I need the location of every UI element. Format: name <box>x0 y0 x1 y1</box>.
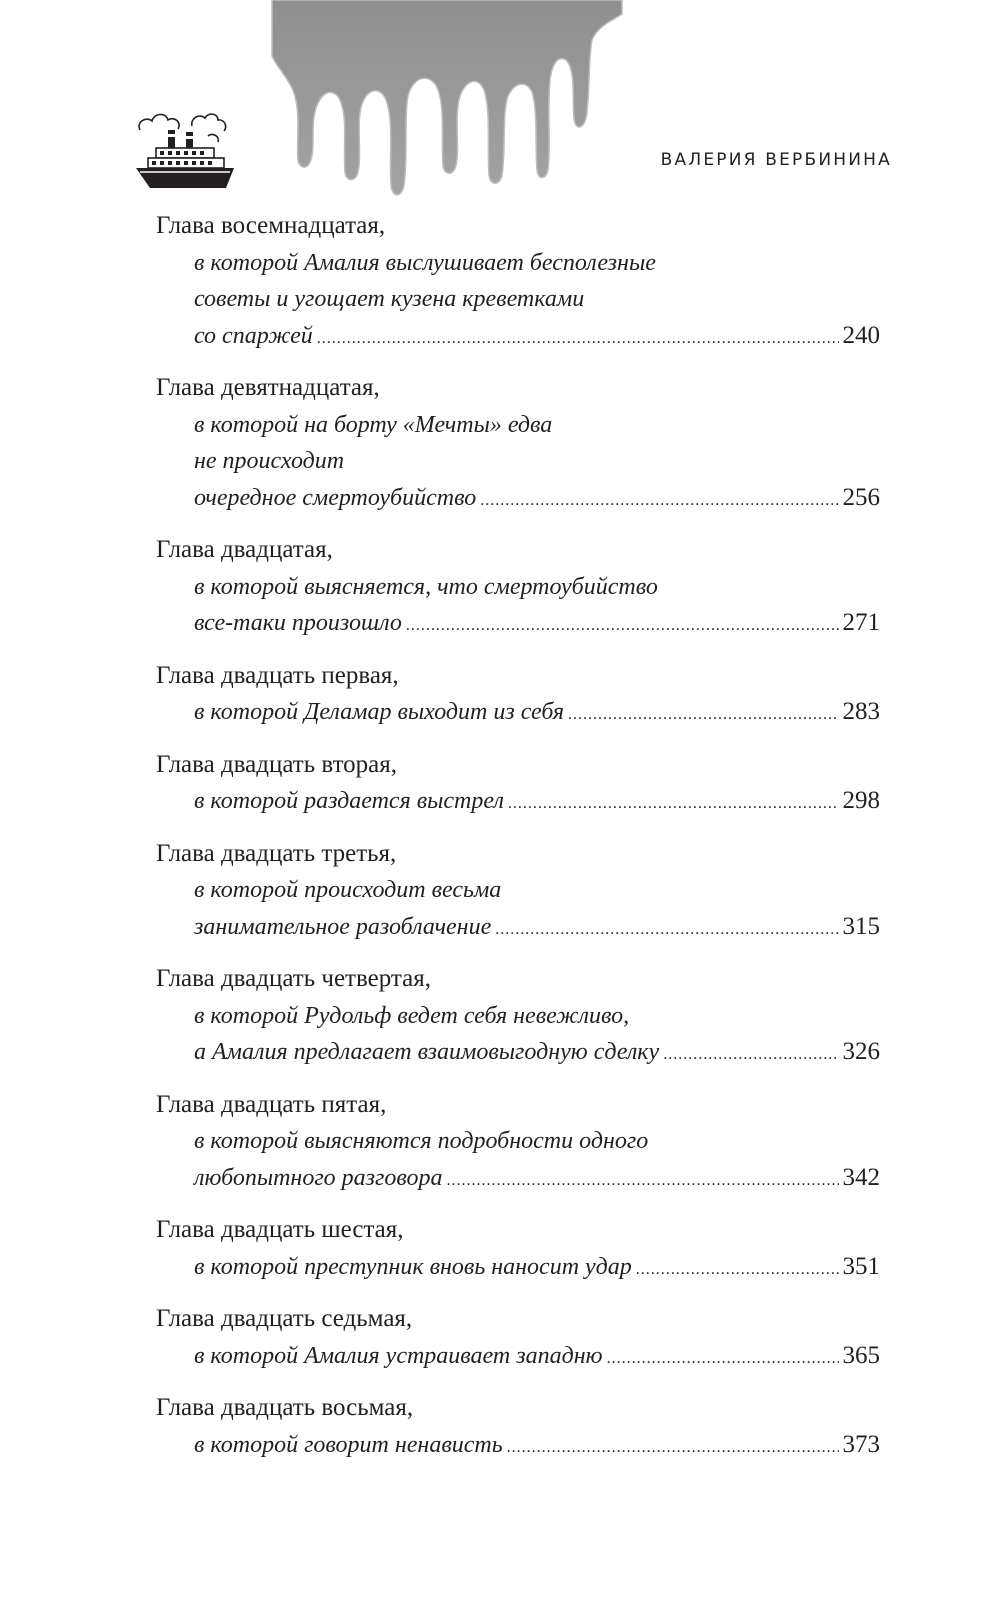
toc-entry <box>156 532 880 642</box>
description-last-line <box>194 1034 880 1071</box>
description-line: в которой на борту «Мечты» едва <box>194 411 553 438</box>
description-last-line <box>194 694 880 731</box>
description-text: а Амалия предлагает взаимовыгодную сделку <box>194 1039 660 1065</box>
toc-entry <box>156 1087 880 1197</box>
page-number: 283 <box>842 698 880 725</box>
leader-dots <box>495 912 838 949</box>
author-name: ВАЛЕРИЯ ВЕРБИНИНА <box>660 150 892 170</box>
description-text: все-таки произошло <box>194 610 402 636</box>
description-text: в которой раздается выстрел <box>194 788 504 814</box>
chapter-title: Глава двадцать вторая, <box>156 750 398 778</box>
leader-dots <box>317 321 839 358</box>
description-line: в которой происходит весьма <box>194 877 502 903</box>
chapter-title: Глава восемнадцатая, <box>156 212 386 239</box>
description-text: в которой Амалия устраивает западню <box>194 1342 603 1369</box>
chapter-description <box>194 245 880 355</box>
chapter-description <box>194 1123 880 1196</box>
description-text: в которой Деламар выходит из себя <box>194 699 565 725</box>
leader-dots <box>447 1163 839 1200</box>
description-last-line <box>194 605 880 642</box>
page-number: 271 <box>842 609 880 636</box>
description-line: в которой выясняется, что смертоубийство <box>194 573 658 600</box>
leader-dots <box>480 483 838 520</box>
chapter-title: Глава двадцатая, <box>156 536 333 563</box>
chapter-description <box>194 998 880 1071</box>
description-lines <box>194 407 880 480</box>
description-last-line <box>194 1160 880 1197</box>
description-last-line <box>194 909 880 946</box>
toc-entry <box>156 1390 880 1463</box>
chapter-description <box>194 1249 880 1286</box>
chapter-title: Глава девятнадцатая, <box>156 374 380 401</box>
chapter-title: Глава двадцать третья, <box>156 839 397 867</box>
chapter-description <box>194 872 880 945</box>
description-line: в которой Рудольф ведет себя невежливо, <box>194 1002 630 1029</box>
chapter-description <box>194 694 880 731</box>
chapter-description <box>194 407 880 517</box>
description-lines <box>194 872 880 909</box>
leader-dots <box>663 1037 838 1074</box>
page-number: 326 <box>842 1038 880 1065</box>
description-line: не происходит <box>194 448 345 474</box>
page-number: 240 <box>842 321 880 349</box>
chapter-title: Глава двадцать седьмая, <box>156 1305 413 1332</box>
description-text: в которой преступник вновь наносит удар <box>194 1253 632 1280</box>
chapter-title: Глава двадцать первая, <box>156 661 399 689</box>
chapter-title: Глава двадцать пятая, <box>156 1090 387 1118</box>
leader-dots <box>568 697 838 734</box>
leader-dots <box>406 608 839 645</box>
description-last-line <box>194 318 880 355</box>
leader-dots <box>636 1252 839 1289</box>
page-number: 373 <box>842 1430 880 1458</box>
page-number: 365 <box>842 1341 880 1369</box>
description-last-line <box>194 1338 880 1375</box>
toc-entry <box>156 370 880 516</box>
toc-entry <box>156 1301 880 1374</box>
chapter-description <box>194 783 880 820</box>
description-text: в которой говорит ненависть <box>194 1431 503 1458</box>
chapter-title: Глава двадцать шестая, <box>156 1216 404 1243</box>
page-number: 351 <box>842 1252 880 1280</box>
chapter-title: Глава двадцать четвертая, <box>156 965 431 992</box>
leader-dots <box>607 1341 839 1378</box>
description-text: любопытного разговора <box>194 1164 443 1191</box>
toc-entry <box>156 961 880 1071</box>
description-lines <box>194 569 880 606</box>
page-number: 342 <box>842 1163 880 1191</box>
leader-dots <box>507 1430 839 1467</box>
description-last-line <box>194 1249 880 1286</box>
description-lines <box>194 998 880 1035</box>
leader-dots <box>508 786 839 823</box>
description-last-line <box>194 1427 880 1464</box>
chapter-title: Глава двадцать восьмая, <box>156 1394 414 1421</box>
toc-entry <box>156 747 880 820</box>
page-number: 298 <box>842 787 880 814</box>
chapter-description <box>194 1338 880 1375</box>
chapter-description <box>194 1427 880 1464</box>
toc-entry <box>156 1212 880 1285</box>
table-of-contents <box>156 208 880 1479</box>
description-line: советы и угощает кузена креветками <box>194 286 585 312</box>
description-last-line <box>194 783 880 820</box>
toc-entry <box>156 658 880 731</box>
page-number: 315 <box>842 912 880 940</box>
description-text: очередное смертоубийство <box>194 484 477 511</box>
description-lines <box>194 245 880 318</box>
ink-drip-decoration <box>270 0 625 205</box>
description-lines <box>194 1123 880 1160</box>
description-text: со спаржей <box>194 322 313 349</box>
chapter-description <box>194 569 880 642</box>
description-last-line <box>194 480 880 517</box>
page-number: 256 <box>842 483 880 511</box>
toc-entry <box>156 836 880 946</box>
steamship-icon <box>130 108 242 198</box>
description-line: в которой Амалия выслушивает бесполезные <box>194 249 656 276</box>
description-text: занимательное разоблачение <box>194 913 492 940</box>
description-line: в которой выясняются подробности одного <box>194 1128 649 1154</box>
toc-entry <box>156 208 880 354</box>
